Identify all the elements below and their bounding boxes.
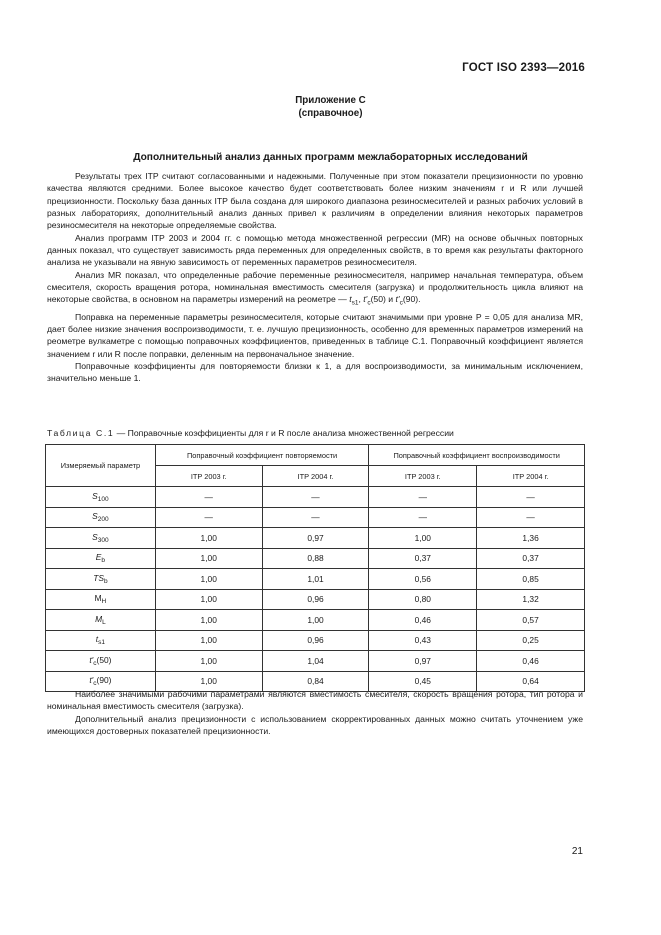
row-value: 0,85 [477, 569, 585, 590]
closing-paragraph-1: Наиболее значимыми рабочими параметрами являются вместимость смесителя, скорость вращения ротора, тип ротора и номинальная вместимость смесителя (загрузка). [47, 689, 583, 712]
body-text [47, 170, 583, 385]
row-value: 1,00 [155, 589, 262, 610]
row-parameter: $S_{300}$ [46, 528, 156, 549]
col-header-reprod-2003: ITP 2003 г. [369, 466, 477, 487]
col-header-repeat-2004: ITP 2004 г. [262, 466, 369, 487]
document-code: ГОСТ ISO 2393—2016 [462, 62, 585, 74]
row-value: 0,46 [369, 610, 477, 631]
row-value: 1,00 [155, 651, 262, 672]
closing-paragraph-2: Дополнительный анализ прецизионности с использованием скорректированных данных можно считать уточнением уже имеющихся достоверных показателей прецизионности. [47, 713, 583, 737]
table-row [46, 487, 585, 508]
page-number: 21 [571, 846, 583, 857]
paragraph-2: Анализ программ ITP 2003 и 2004 гг. с помощью метода множественной регрессии (MR) на основе обычных повторных данных показал, что существует зависимость ряда переменных для определенных свойств, в то время как результаты факторного анализа не указывали на явную зависимость от переменных параметров резиносмесителя. [47, 232, 583, 268]
row-value: 0,37 [369, 548, 477, 569]
row-value: 1,00 [369, 528, 477, 549]
paragraph-1: Результаты трех ITP считают согласованными и надежными. Полученные при этом показатели прецизионности по уровню качества являются средними. Более высокое качество будет соответствовать более низким значениям r и R или лучшей прецизионности. Поскольку база данных ITP была создана для широкого диапазона резиносмесителей и разных рабочих условий в разных лабораториях, дополнительный анализ данных привел к различиям в определении влияния некоторых параметров резиносмесителя на некоторые определяемые свойства. [47, 171, 583, 231]
row-value: — [155, 487, 262, 508]
row-value: 0,80 [369, 589, 477, 610]
row-value: 0,96 [262, 589, 369, 610]
row-value: 1,01 [262, 569, 369, 590]
paragraph-3: Анализ MR показал, что определенные рабочие переменные резиносмесителя, например начальная температура, объем смесителя, скорость вращения ротора, номинальная вместимость смесителя (загрузка) и продолжительность цикла влияют на некоторые свойства, в основном на параметры измерений на реометре — $t_{s1}$, $t'_c(50)$ и $t'_c(90)$. [47, 269, 583, 308]
correction-factors-table [45, 444, 585, 692]
closing-text [47, 688, 583, 737]
row-value: 0,46 [477, 651, 585, 672]
row-value: 0,57 [477, 610, 585, 631]
row-value: 0,43 [369, 630, 477, 651]
annex-heading [0, 94, 661, 120]
row-parameter: $E_b$ [46, 548, 156, 569]
table-row [46, 528, 585, 549]
row-value: 0,96 [262, 630, 369, 651]
row-value: 0,25 [477, 630, 585, 651]
row-value: — [477, 487, 585, 508]
row-parameter: $M_H$ [46, 589, 156, 610]
paragraph-5: Поправочные коэффициенты для повторяемости близки к 1, а для воспроизводимости, за минимальным исключением, значительно меньше 1. [47, 360, 583, 384]
table-caption-label: Таблица С.1 [47, 428, 115, 438]
table-caption [47, 428, 454, 438]
row-value: — [369, 487, 477, 508]
table-row [46, 610, 585, 631]
repeatability-group-header: Поправочный коэффициент повторяемости [155, 445, 369, 466]
row-parameter: $t'_c(90)$ [46, 671, 156, 692]
row-parameter: $t_{s1}$ [46, 630, 156, 651]
table-row [46, 569, 585, 590]
row-value: — [155, 507, 262, 528]
row-value: 0,56 [369, 569, 477, 590]
row-parameter: $t'_c(50)$ [46, 651, 156, 672]
row-value: 0,84 [262, 671, 369, 692]
row-value: 1,00 [155, 528, 262, 549]
row-value: 1,00 [155, 671, 262, 692]
table-row [46, 651, 585, 672]
row-value: 1,00 [155, 548, 262, 569]
table-row [46, 507, 585, 528]
row-value: — [477, 507, 585, 528]
table-row [46, 548, 585, 569]
annex-title: Приложение С [295, 95, 366, 106]
table-row [46, 589, 585, 610]
row-value: 0,64 [477, 671, 585, 692]
param-header: Измеряемый параметр [46, 445, 156, 487]
row-value: 0,88 [262, 548, 369, 569]
col-header-reprod-2004: ITP 2004 г. [477, 466, 585, 487]
row-value: 1,32 [477, 589, 585, 610]
col-header-repeat-2003: ITP 2003 г. [155, 466, 262, 487]
row-value: 1,36 [477, 528, 585, 549]
row-value: 1,00 [262, 610, 369, 631]
row-value: 0,37 [477, 548, 585, 569]
table-row [46, 630, 585, 651]
paragraph-4: Поправка на переменные параметры резиносмесителя, которые считают значимыми при уровне P = 0,05 для анализа MR, дает более низкие значения воспроизводимости, т. е. лучшую прецизионность, особенно для временных параметров измерений на реометре вулкаметре с помощью поправочных коэффициентов, приведенных в таблице С.1. Поправочный коэффициент является значением r или R после поправки, деленным на первоначальное значение. [47, 311, 583, 359]
row-value: — [262, 507, 369, 528]
row-parameter: $S_{200}$ [46, 507, 156, 528]
row-parameter: $M_L$ [46, 610, 156, 631]
row-value: — [369, 507, 477, 528]
row-value: 0,97 [369, 651, 477, 672]
reproducibility-group-header: Поправочный коэффициент воспроизводимости [369, 445, 585, 466]
table-caption-text: — Поправочные коэффициенты для r и R после анализа множественной регрессии [116, 428, 454, 438]
row-value: 1,04 [262, 651, 369, 672]
row-value: — [262, 487, 369, 508]
section-title: Дополнительный анализ данных программ межлабораторных исследований [133, 152, 528, 163]
row-parameter: $S_{100}$ [46, 487, 156, 508]
row-value: 1,00 [155, 569, 262, 590]
row-value: 0,97 [262, 528, 369, 549]
row-value: 1,00 [155, 630, 262, 651]
table-body [46, 487, 585, 692]
row-value: 1,00 [155, 610, 262, 631]
row-value: 0,45 [369, 671, 477, 692]
row-parameter: $TS_b$ [46, 569, 156, 590]
annex-subtitle: (справочное) [298, 108, 363, 119]
